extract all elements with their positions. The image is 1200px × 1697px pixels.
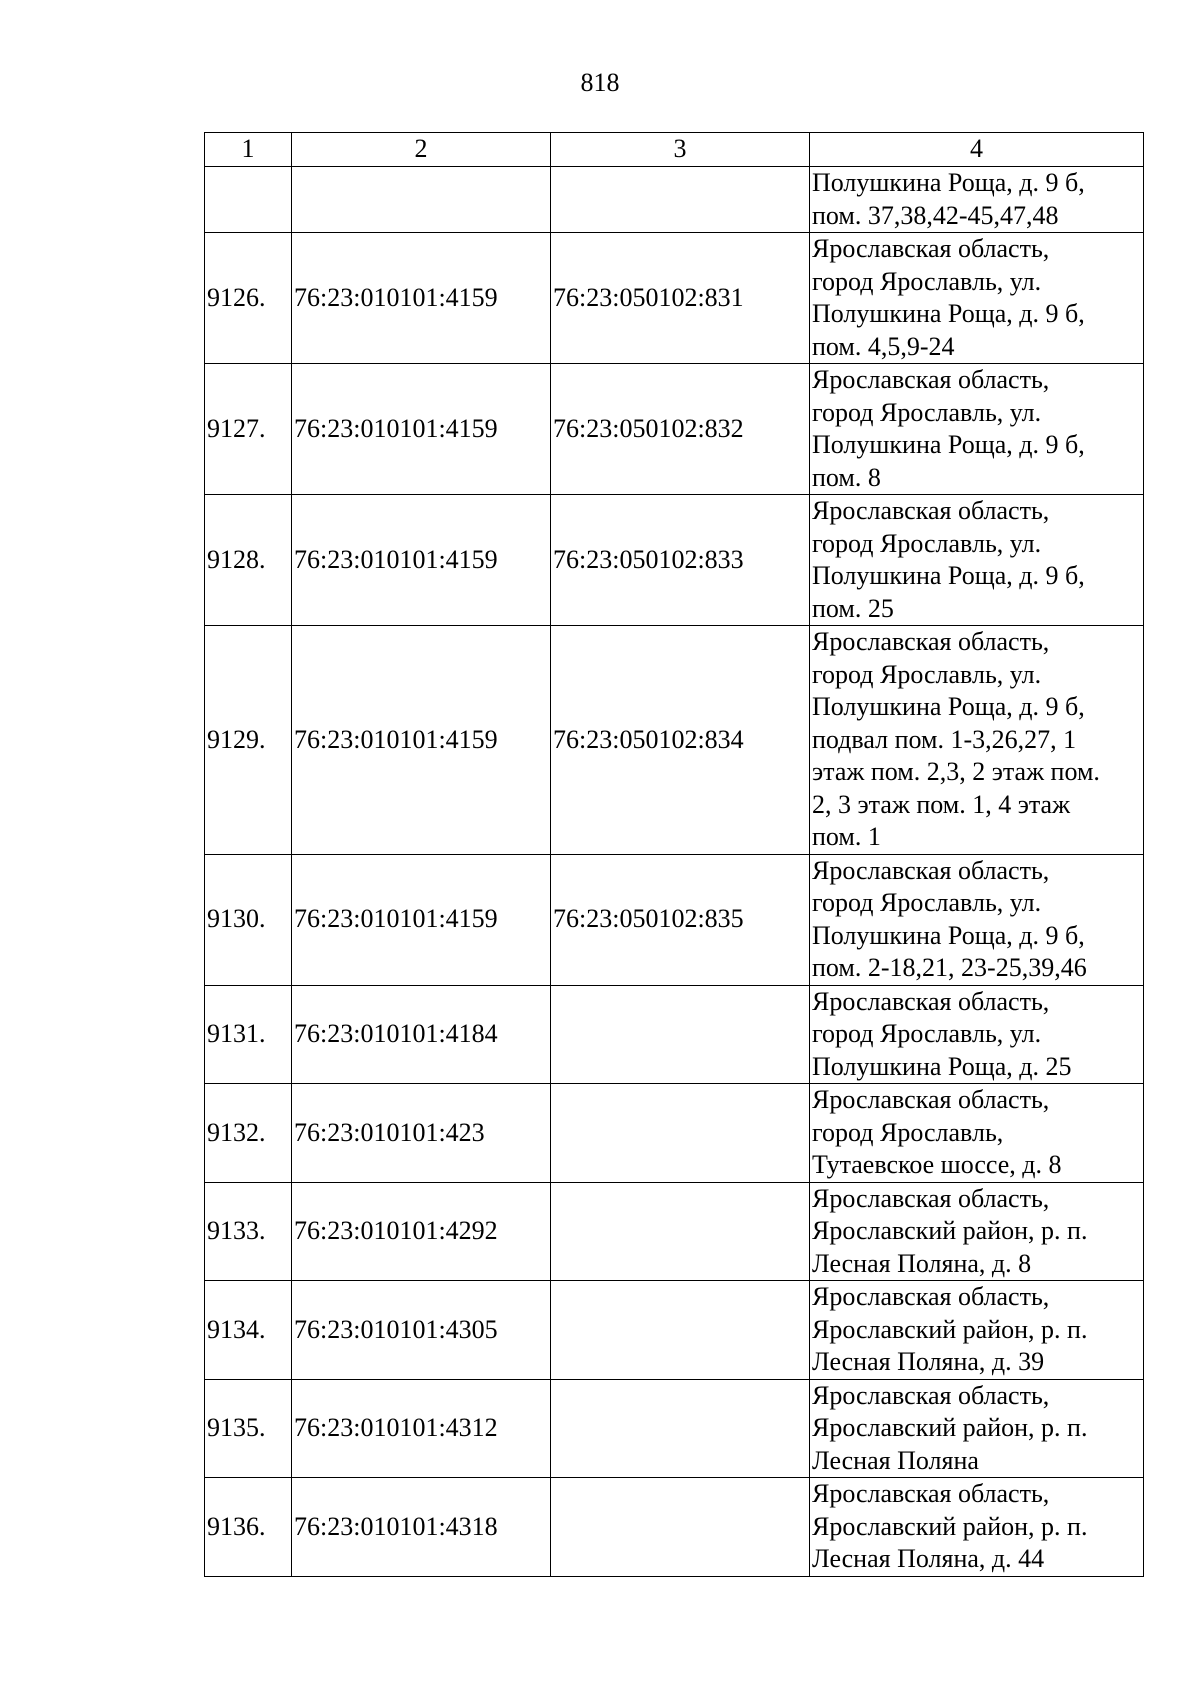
row-number: 9131. <box>205 985 292 1084</box>
parent-cadastral-number: 76:23:050102:831 <box>551 233 810 364</box>
cadastral-number: 76:23:010101:423 <box>292 1084 551 1183</box>
address: Ярославская область, Ярославский район, р. п. Лесная Поляна, д. 39 <box>810 1281 1144 1380</box>
address: Ярославская область, Ярославский район, р. п. Лесная Поляна, д. 8 <box>810 1182 1144 1281</box>
registry-table <box>204 132 1144 1577</box>
table-row <box>205 1281 1144 1380</box>
cadastral-number: 76:23:010101:4159 <box>292 854 551 985</box>
cadastral-number: 76:23:010101:4159 <box>292 233 551 364</box>
address: Ярославская область, город Ярославль, ул. Полушкина Роща, д. 9 б, пом. 8 <box>810 364 1144 495</box>
parent-cadastral-number: 76:23:050102:835 <box>551 854 810 985</box>
cadastral-number: 76:23:010101:4159 <box>292 495 551 626</box>
row-number: 9126. <box>205 233 292 364</box>
column-header-3: 3 <box>551 133 810 167</box>
cadastral-number: 76:23:010101:4159 <box>292 364 551 495</box>
address: Ярославская область, город Ярославль, Тутаевское шоссе, д. 8 <box>810 1084 1144 1183</box>
column-header-2: 2 <box>292 133 551 167</box>
table-row <box>205 1084 1144 1183</box>
row-number: 9128. <box>205 495 292 626</box>
cadastral-number: 76:23:010101:4312 <box>292 1379 551 1478</box>
parent-cadastral-number: 76:23:050102:834 <box>551 626 810 855</box>
table-row <box>205 167 1144 233</box>
row-number: 9133. <box>205 1182 292 1281</box>
row-number <box>205 167 292 233</box>
address: Ярославская область, город Ярославль, ул. Полушкина Роща, д. 9 б, пом. 2-18,21, 23-25,39,46 <box>810 854 1144 985</box>
header-row <box>205 133 1144 167</box>
row-number: 9132. <box>205 1084 292 1183</box>
table-row <box>205 364 1144 495</box>
row-number: 9134. <box>205 1281 292 1380</box>
parent-cadastral-number <box>551 985 810 1084</box>
cadastral-number: 76:23:010101:4318 <box>292 1478 551 1577</box>
parent-cadastral-number <box>551 1379 810 1478</box>
address: Ярославская область, город Ярославль, ул. Полушкина Роща, д. 9 б, пом. 4,5,9-24 <box>810 233 1144 364</box>
table-row <box>205 1182 1144 1281</box>
address: Ярославская область, Ярославский район, р. п. Лесная Поляна <box>810 1379 1144 1478</box>
cadastral-number: 76:23:010101:4305 <box>292 1281 551 1380</box>
table-row <box>205 233 1144 364</box>
parent-cadastral-number <box>551 1084 810 1183</box>
address: Ярославская область, город Ярославль, ул. Полушкина Роща, д. 25 <box>810 985 1144 1084</box>
parent-cadastral-number: 76:23:050102:832 <box>551 364 810 495</box>
row-number: 9135. <box>205 1379 292 1478</box>
row-number: 9130. <box>205 854 292 985</box>
table-row <box>205 626 1144 855</box>
parent-cadastral-number: 76:23:050102:833 <box>551 495 810 626</box>
parent-cadastral-number <box>551 1478 810 1577</box>
row-number: 9136. <box>205 1478 292 1577</box>
parent-cadastral-number <box>551 1281 810 1380</box>
column-header-1: 1 <box>205 133 292 167</box>
row-number: 9129. <box>205 626 292 855</box>
table-row <box>205 985 1144 1084</box>
cadastral-number: 76:23:010101:4159 <box>292 626 551 855</box>
cadastral-number: 76:23:010101:4292 <box>292 1182 551 1281</box>
parent-cadastral-number <box>551 167 810 233</box>
address: Ярославская область, Ярославский район, р. п. Лесная Поляна, д. 44 <box>810 1478 1144 1577</box>
table-row <box>205 1478 1144 1577</box>
table-body <box>205 167 1144 1577</box>
address: Ярославская область, город Ярославль, ул. Полушкина Роща, д. 9 б, подвал пом. 1-3,26,27, 1 этаж пом. 2,3, 2 этаж пом. 2, 3 этаж пом. 1, 4 этаж пом. 1 <box>810 626 1144 855</box>
cadastral-number <box>292 167 551 233</box>
table-row <box>205 854 1144 985</box>
table-header <box>205 133 1144 167</box>
address: Полушкина Роща, д. 9 б, пом. 37,38,42-45,47,48 <box>810 167 1144 233</box>
address: Ярославская область, город Ярославль, ул. Полушкина Роща, д. 9 б, пом. 25 <box>810 495 1144 626</box>
page-number: 818 <box>580 68 620 97</box>
cadastral-number: 76:23:010101:4184 <box>292 985 551 1084</box>
table-row <box>205 1379 1144 1478</box>
row-number: 9127. <box>205 364 292 495</box>
column-header-4: 4 <box>810 133 1144 167</box>
table-row <box>205 495 1144 626</box>
parent-cadastral-number <box>551 1182 810 1281</box>
